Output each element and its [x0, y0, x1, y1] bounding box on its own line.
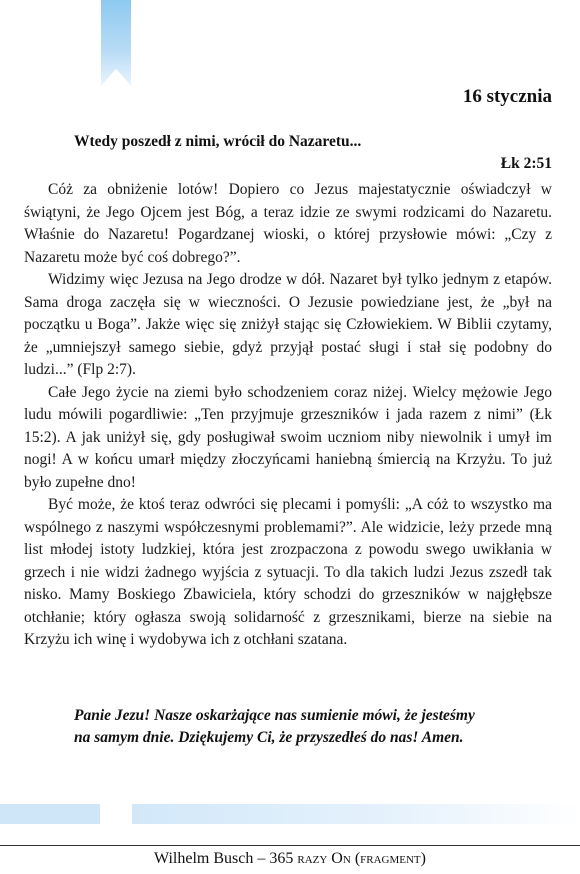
prayer-line-1: Panie Jezu! Nasze oskarżające nas sumienie mówi, że jesteśmy — [74, 707, 475, 724]
body-paragraph-4: Być może, że ktoś teraz odwróci się plecami i pomyśli: „A cóż to wszystko ma wspólnego z naszymi współczesnymi problemami?”. Ale widzicie, leży przede mną list młodej istoty ludzkiej, która jest zrozpaczona z powodu swego uwikłania w grzech i nie widzi żadnego wyjścia z sytuacji. To dla takich ludzi Jezus zszedł tak nisko. Mamy Boskiego Zbawiciela, który schodzi do grzeszników w najgłębsze otchłanie; który ogłasza swoją solidarność z grzesznikami, bierze na siebie na Krzyżu ich winę i wydobywa ich z otchłani szatana. — [24, 496, 552, 648]
body-paragraph-2: Widzimy więc Jezusa na Jego drodze w dół. Nazaret był tylko jednym z etapów. Sama droga zaczęła się w wieczności. O Jezusie powiedziane jest, że „był na początku u Boga”. Jakże więc się zniżył stając się Człowiekiem. W Biblii czytamy, że „umniejszył samego siebie, gdyż przyjął postać sługi i stał się podobny do ludzi...” (Flp 2:7). — [24, 271, 552, 378]
page-date: 16 stycznia — [462, 86, 552, 107]
scripture-verse: Wtedy poszedł z nimi, wrócił do Nazaretu... — [74, 133, 362, 150]
body-paragraph-1: Cóż za obniżenie lotów! Dopiero co Jezus majestatycznie oświadczył w świątyni, że Jego Ojcem jest Bóg, a teraz idzie ze swymi rodzicami do Nazaretu. Właśnie do Nazaretu! Pogardzanej wioski, o której przysłowie mówi: „Czy z Nazaretu może być coś dobrego?”. — [24, 181, 552, 266]
devotional-body — [24, 179, 552, 652]
prayer-line-2: na samym dnie. Dziękujemy Ci, że przyszedłeś do nas! Amen. — [74, 729, 464, 746]
footer-source — [0, 850, 580, 868]
footer-author: Wilhelm Busch – 365 — [154, 850, 294, 867]
footer-decor-bar-left — [0, 804, 100, 824]
footer-decor-bar-right — [132, 804, 580, 824]
bookmark-ribbon-decoration — [101, 0, 131, 86]
footer-book-title: razy On — [297, 850, 351, 867]
closing-prayer — [74, 705, 544, 749]
footer-divider — [0, 845, 580, 846]
scripture-reference: Łk 2:51 — [500, 155, 552, 172]
body-paragraph-3: Całe Jego życie na ziemi było schodzeniem coraz niżej. Wielcy mężowie Jego ludu mówili pogardliwie: „Ten przyjmuje grzeszników i jada razem z nimi” (Łk 15:2). A jak uniżył się, gdy posługiwał swoim uczniom niby niewolnik i umył im nogi! A w końcu umarł między złoczyńcami haniebną śmiercią na Krzyżu. To już było zupełne dno! — [24, 383, 552, 491]
footer-note: (fragment) — [354, 850, 426, 867]
